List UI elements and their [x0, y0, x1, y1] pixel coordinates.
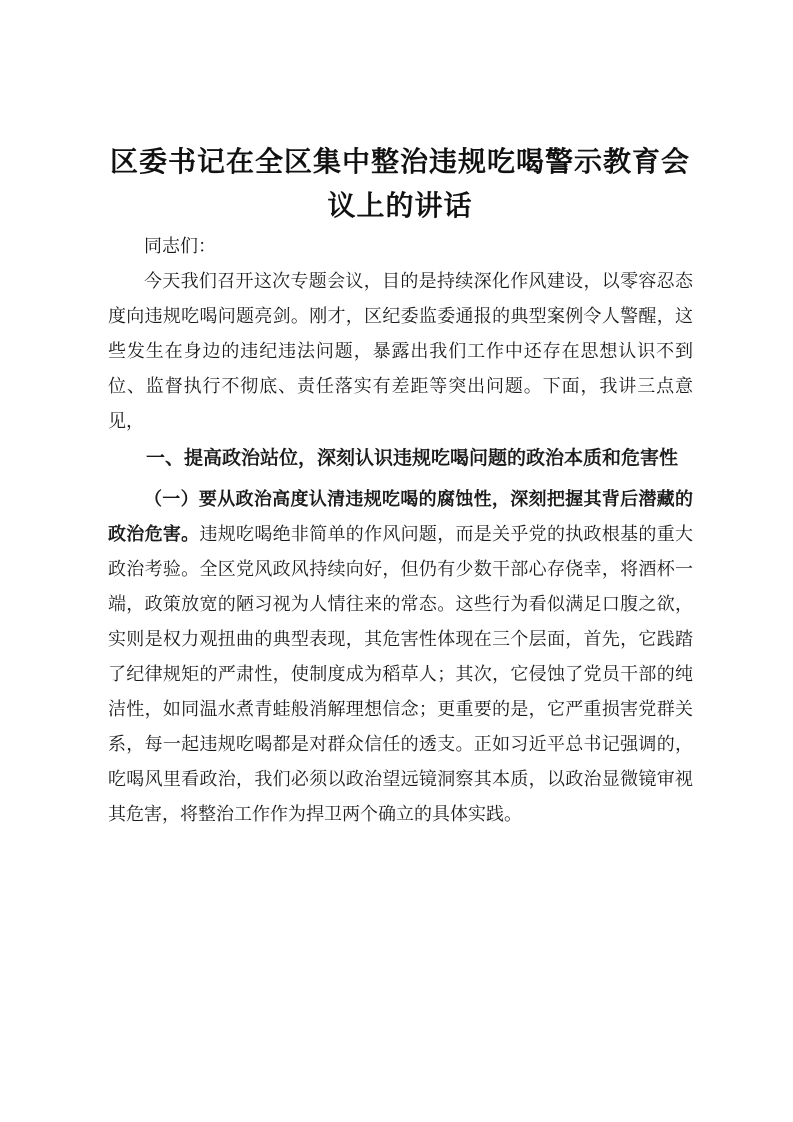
document-body [108, 229, 693, 832]
subsection-lead: （一）要从政治高度认清违规吃喝的腐蚀性，深刻把握其背后潜藏的政治危害。 [108, 489, 693, 545]
intro-paragraph: 今天我们召开这次专题会议，目的是持续深化作风建设，以零容忍态度向违规吃喝问题亮剑。刚才，区纪委监委通报的典型案例令人警醒，这些发生在身边的违纪违法问题，暴露出我们工作中还存在思想认识不到位、监督执行不彻底、责任落实有差距等突出问题。下面，我讲三点意见， [108, 271, 693, 432]
document-title: 区委书记在全区集中整治违规吃喝警示教育会议上的讲话 [109, 145, 690, 222]
salutation: 同志们： [144, 236, 216, 257]
section-heading-1: 一、提高政治站位，深刻认识违规吃喝问题的政治本质和危害性 [146, 447, 679, 469]
subsection-body: 违规吃喝绝非简单的作风问题，而是关乎党的执政根基的重大政治考验。全区党风政风持续向好，但仍有少数干部心存侥幸，将酒杯一端，政策放宽的陋习视为人情往来的常态。这些行为看似满足口腹之欲，实则是权力观扭曲的典型表现，其危害性体现在三个层面，首先，它践踏了纪律规矩的严肃性，使制度成为稻草人；其次，它侵蚀了党员干部的纯洁性，如同温水煮青蛙般消解理想信念；更重要的是，它严重损害党群关系，每一起违规吃喝都是对群众信任的透支。正如习近平总书记强调的，吃喝风里看政治，我们必须以政治望远镜洞察其本质，以政治显微镜审视其危害，将整治工作作为捍卫两个确立的具体实践。 [108, 524, 693, 825]
subsection-paragraph-1 [108, 482, 693, 832]
